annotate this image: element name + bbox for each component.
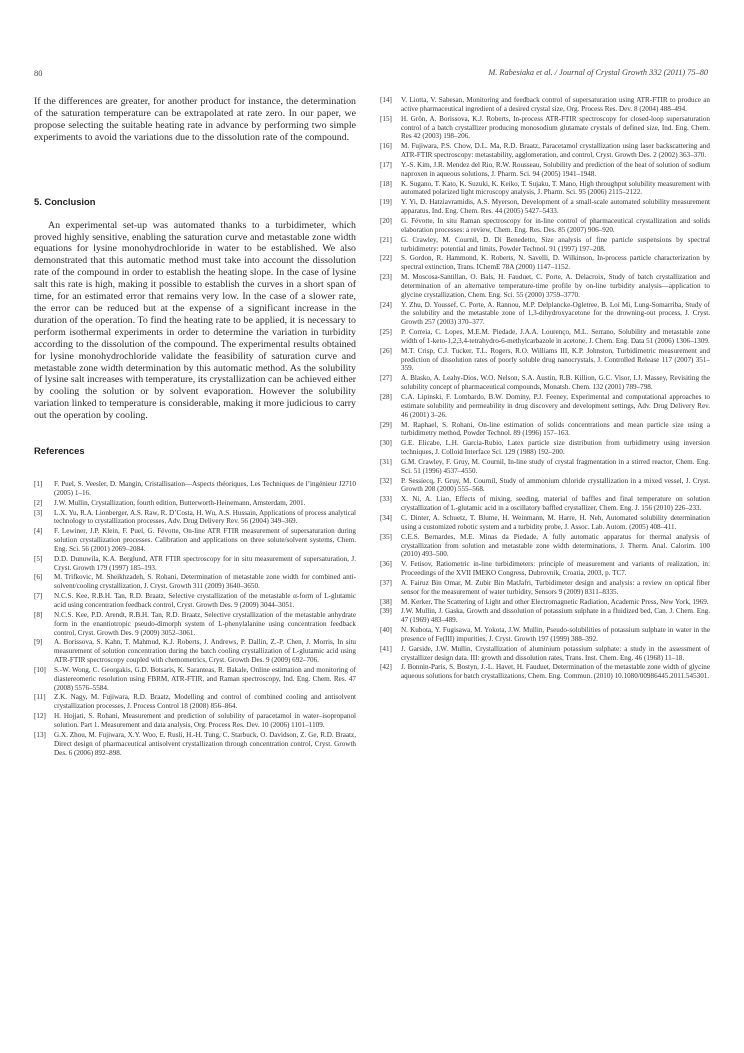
reference-item [380,115,710,142]
reference-text: F. Puel, S. Veesler, D. Mangin, Cristallisation—Aspects théoriques, Les Techniques de l’ingénieur J2710 (2005) 1–16. [54,480,356,497]
reference-number: [17] [380,160,392,169]
reference-number: [6] [34,573,43,582]
reference-item [380,236,710,254]
reference-number: [14] [380,96,392,104]
reference-number: [34] [380,513,392,522]
reference-number: [37] [380,578,392,587]
reference-number: [23] [380,273,392,282]
reference-text: N. Kubota, Y. Fugisawa, M. Yokota, J.W. Mullin, Pseudo-solubilities of potassium sulphate in water in the presence of Fe(III) impurities, J. Cryst. Growth 197 (1999) 388–392. [401,626,710,643]
reference-number: [31] [380,457,392,466]
reference-number: [40] [380,626,392,635]
reference-item [380,579,710,597]
reference-item [34,638,356,665]
reference-item [380,495,710,513]
reference-text: Y. Yi, D. Hatziavramidis, A.S. Myerson, Development of a small-scale automated solubility measurement apparatus, Ind. Eng. Chem. Res. 44 (2005) 5427–5433. [401,198,710,216]
reference-item [34,573,356,591]
reference-item [380,645,710,663]
reference-number: [13] [34,730,46,739]
reference-number: [3] [34,508,43,517]
page-number: 80 [34,68,43,78]
reference-number: [8] [34,610,43,619]
reference-item [380,374,710,392]
reference-item [380,458,710,476]
reference-text: Y.-S. Kim, J.R. Mendez del Rio, R.W. Rousseau, Solubility and prediction of the heat of solution of sodium naproxen in aqueous solutions, J. Pharm. Sci. 94 (2005) 1941–1948. [401,160,710,178]
reference-text: M. Kerker, The Scattering of Light and other Electromagnetic Radiation, Academic Press, New York, 1969. [401,597,709,606]
reference-text: H. Grön, A. Borissova, K.J. Roberts, In-process ATR-FTIR spectroscopy for closed-loop supersaturation control of a batch crystallizer producing monosodium glutamate crystals of defined size, Ind. Eng. Chem. Res 42 (2003) 198–206. [401,114,710,141]
reference-number: [18] [380,179,392,188]
reference-text: G.M. Crawley, F. Gruy, M. Cournil, In-line study of crystal fragmentation in a stirred reactor, Chem. Eng. Sci. 51 (1996) 4537–4550. [401,457,710,475]
reference-text: J. Garside, J.W. Mullin, Crystallization of aluminium potassium sulphate: a study in the assessment of crystallizer design data. III: growth and dissolution rates, Trans. Inst. Chem. Eng. 46 (1968) 11–18. [401,644,710,662]
reference-item [380,439,710,457]
reference-text: P. Sessiecq, F. Gruy, M. Cournil, Study of ammonium chloride crystallization in a mixed vessel, J. Cryst. Growth 208 (2000) 555–568. [401,476,710,494]
intro-paragraph: If the differences are greater, for another product for instance, the determination of the saturation temperature can be extrapolated at rate zero. In our paper, we propose selecting the suitable heating rate in advance by performing two simple experiments to avoid the variations due to the dissolution rate of the compound. [34,96,356,143]
reference-text: A. Fairuz Bin Omar, M. Zubir Bin MatJafri, Turbidimeter design and analysis: a review on optical fiber sensor for the measurement of water turbidity, Sensors 9 (2009) 8311–8335. [401,578,710,596]
reference-text: M. Moscosa-Santillan, O. Bals, H. Fauduet, C. Porte, A. Delacroix, Study of batch crystallization and determination of an alternative temperature-time profile by on-line turbidity analysis—application to glycine crystallization, Chem. Eng. Sci. 55 (2000) 3759–3770. [401,273,710,299]
reference-number: [10] [34,665,46,674]
reference-number: [2] [34,498,43,507]
reference-number: [9] [34,638,43,647]
reference-item [34,555,356,573]
reference-item [380,347,710,374]
reference-text: A. Borissova, S. Kahn, T. Mahmud, K.J. Roberts, J. Andrews, P. Dallin, Z.-P. Chen, J. Morris, In situ measurement of solution concentration during the batch cooling crystallization of L-glutamic acid using ATR-FTIR spectroscopy coupled with chemometrics, Cryst. Growth Des. 9 (2009) 692–706. [54,638,356,665]
reference-text: M. Fujiwara, P.S. Chow, D.L. Ma, R.D. Braatz, Paracetamol crystallization using laser backscattering and ATR-FTIR spectroscopy: metastability, agglomeration, and control, Cryst. Growth Des. 2 (2002) 363–370. [401,142,710,160]
references-list-right [380,96,710,681]
reference-number: [29] [380,420,392,429]
reference-number: [42] [380,663,392,672]
reference-number: [24] [380,300,392,309]
reference-item [380,161,710,179]
reference-item [380,96,710,114]
running-header [34,68,708,80]
reference-text: M. Raphael, S. Rohani, On-line estimation of solids concentrations and mean particle size using a turbidimetry method, Powder Technol. 89 (1996) 157–163. [401,420,710,438]
reference-number: [22] [380,254,392,263]
reference-text: C. Dinter, A. Schuetz, T. Blume, H. Weinmann, M. Harre, H. Neh, Automated solubility determination using a customized robotic system and a turbidity probe, J. Assoc. Lab. Autom. (2005) 408–411. [401,513,710,531]
reference-number: [4] [34,527,43,536]
reference-text: V. Fetisov, Ratiometric in-line turbidimeters: principle of measurement and variants of realization, in: Proceedings of the XVII IMEKO Congress, Dubrovnik, Croatia, 2003, p. TC7. [401,560,710,578]
reference-number: [5] [34,554,43,563]
reference-item [380,273,710,300]
references-list-left [34,480,356,757]
conclusion-heading: 5. Conclusion [34,195,96,207]
reference-text: A. Blasko, A. Leahy-Dios, W.O. Nelson, S.A. Austin, R.B. Killion, G.C. Visor, I.J. Massey, Revisiting the solubility concept of pharmaceutical compounds, Monatsh. Chem. 132 (2001) 789–798. [401,374,710,392]
reference-number: [41] [380,644,392,653]
reference-item [34,480,356,498]
reference-text: J. Bonnin-Paris, S. Bostyn, J.-L. Havet, H. Fauduet, Determination of the metastable zone width of glycine aqueous solutions for batch crystallizations, Chem. Eng. Commun. (2010) 10.1080/00986445.2011.545301. [401,663,710,681]
reference-number: [38] [380,597,392,606]
reference-number: [35] [380,532,392,541]
reference-text: K. Sugano, T. Kato, K. Suzuki, K. Keiko, T. Sujaku, T. Mano, High throughput solubility measurement with automated polarized light microscopy analysis, J. Pharm. Sci. 95 (2006) 2115–2122. [401,179,711,197]
reference-text: C.E.S. Bernardes, M.E. Minas da Piedade, A fully automatic apparatus for thermal analysis of crystallization from solution and metastable zone width determinations, J. Therm. Anal. Calorim. 100 (2010) 493–500. [401,532,710,559]
reference-number: [16] [380,142,392,151]
references-heading: References [34,445,85,457]
reference-text: G.E. Elicabe, L.H. Garcia-Rubio, Latex particle size distribution from turbidimetry using inversion techniques, J. Colloid Interface Sci. 129 (1988) 192–200. [401,439,710,457]
reference-number: [36] [380,560,392,569]
reference-number: [1] [34,480,43,489]
reference-text: G.X. Zhou, M. Fujiwara, X.Y. Woo, E. Rusli, H.-H. Tung, C. Starbuck, O. Davidson, Z. Ge, R.D. Braatz, Direct design of pharmaceutical antisolvent crystallization through concentration control, Cryst. Growth Des. 6 (2006) 892–898. [54,730,356,757]
reference-number: [19] [380,198,392,207]
reference-text: G. Crawley, M. Cournil, D. Di Benedetto, Size analysis of fine particle suspensions by spectral turbidimetry: potential and limits, Powder Technol. 91 (1997) 197–208. [401,235,710,253]
reference-item [34,592,356,610]
reference-item [34,712,356,730]
reference-text: V. Liotta, V. Sabesan, Monitoring and feedback control of supersaturation using ATR-FTIR to produce an active pharmaceutical ingredient of a desired crystal size, Org. Process Res. Dev. 8 (2004) 488–494. [401,96,710,113]
reference-number: [11] [34,693,46,702]
left-column [34,96,356,758]
reference-item [380,301,710,328]
reference-item [34,499,356,508]
reference-item [380,514,710,532]
reference-item [34,693,356,711]
reference-item [34,731,356,758]
reference-number: [15] [380,114,392,123]
reference-item [380,560,710,578]
reference-text: J.W. Mullin, J. Gaska, Growth and dissolution of potassium sulphate in a fluidized bed, Can. J. Chem. Eng. 47 (1969) 483–489. [401,607,710,625]
reference-text: G. Févotte, In situ Raman spectroscopy for in-line control of pharmaceutical crystallization and solids elaboration processes: a review, Chem. Eng. Res. Des. 85 (2007) 906–920. [401,216,710,234]
reference-text: F. Lewiner, J.P. Klein, F. Puel, G. Févotte, On-line ATR FTIR measurement of supersaturation during solution crystallization processes. Calibration and applications on three solute/solvent systems, Chem. Eng. Sci. 56 (2001) 2069–2084. [54,527,356,553]
reference-item [380,607,710,625]
reference-item [380,393,710,420]
reference-number: [27] [380,374,392,383]
reference-text: S.-W. Wong, C. Georgakis, G.D. Botsaris, K. Saranteas, R. Bakale, Online estimation and monitoring of diastereomeric resolution using FBRM, ATR-FTIR, and Raman spectroscopy, Ind. Eng. Chem. Res. 47 (2008) 5576–5584. [54,665,356,692]
reference-item [380,254,710,272]
reference-item [380,421,710,439]
right-column [380,96,710,682]
reference-number: [21] [380,235,392,244]
reference-text: C.A. Lipinski, F. Lombardo, B.W. Dominy, P.J. Feeney, Experimental and computational approaches to estimate solubility and permeability in drug discovery and development settings, Adv. Drug Delivery Rev. 46 (2001) 3–26. [401,393,710,419]
reference-text: N.C.S. Kee, R.B.H. Tan, R.D. Braatz, Selective crystallization of the metastable α-form of L-glutamic acid using concentration feedback control, Cryst. Growth Des. 9 (2009) 3044–3051. [54,592,356,609]
reference-text: J.W. Mullin, Crystallization, fourth edition, Butterworth-Heinemann, Amsterdam, 2001. [54,498,306,507]
reference-item [34,666,356,693]
reference-text: H. Hojjati, S. Rohani, Measurement and prediction of solubility of paracetamol in water–isopropanol solution. Part 1. Measurement and data analysis, Org. Process Res. Dev. 10 (2006) 1101–1109. [54,712,356,729]
reference-item [380,663,710,681]
reference-text: S. Gordon, R. Hammond, K. Roberts, N. Savelli, D. Wilkinson, In-process particle characterization by spectral extinction, Trans. IChemE 78A (2000) 1147–1152. [401,254,710,272]
reference-number: [28] [380,393,392,401]
reference-text: Z.K. Nagy, M. Fujiwara, R.D. Braatz, Modelling and control of combined cooling and antisolvent crystallization processes, J. Process Control 18 (2008) 856–864. [54,693,356,711]
reference-item [34,509,356,527]
reference-text: Y. Zhu, D. Youssef, C. Porte, A. Rannou, M.P. Delplancke-Ogletree, B. Loi Mi, Lung-Somarriba, Study of the solubility and the metastable zone of 1,3-dihydroxyacetone for the drowning-out process, J. Cryst. Growth 257 (2003) 370–377. [401,300,710,327]
reference-item [380,626,710,644]
reference-number: [20] [380,216,392,225]
reference-number: [39] [380,607,392,616]
conclusion-paragraph: An experimental set-up was automated thanks to a turbidimeter, which proved highly sensitive, enabling the saturation curve and metastable zone width equations for lysine monohydrochloride in water to be established. We also demonstrated that this automatic method must take into account the dissolution rate of the compound in order to establish the heating slope. In the case of lysine salt this rate is high, making it possible to establish the curves in a short span of time, for an estimated error that remains very low. In the case of a slower rate, the error can be reduced but at the expense of a significant increase in the duration of the operation. To find the heating rate to be applied, it is necessary to perform isothermal experiments in order to determine the variation in turbidity according to the dissolution of the compound. The experimental results obtained for lysine monohydrochloride validate the feasibility of saturation curve and metastable zone width determination by this automatic method. As the solubility of lysine salt increases with temperature, its crystallization can be achieved either by cooling the solution or by solvent evaporation. However the solubility variation linked to temperature is considerable, making it more judicious to carry out the operation by cooling. [34,219,356,422]
reference-number: [26] [380,346,392,355]
reference-item [380,198,710,216]
reference-text: L.X. Yu, R.A. Lionberger, A.S. Raw, R. D’Costa, H. Wu, A.S. Hussain, Applications of process analytical technology to crystallization processes, Adv. Drug Delivery Rev. 56 (2004) 349–369. [54,508,356,526]
reference-text: N.C.S. Kee, P.D. Arendt, R.B.H. Tan, R.D. Braatz, Selective crystallization of the metastable anhydrate form in the enantiotropic pseudo-dimorph system of L-phenylalanine using concentration feedback control, Cryst. Growth Des. 9 (2009) 3052–3061. [54,610,356,637]
reference-item [34,611,356,638]
reference-text: M. Trifkovic, M. Sheikhzadeh, S. Rohani, Determination of metastable zone width for combined anti-solvent/cooling crystallization, J. Cryst. Growth 311 (2009) 3640–3650. [54,573,356,591]
reference-text: X. Ni, A. Liao, Effects of mixing, seeding, material of baffles and final temperature on solution crystallization of L-glutamic acid in a oscillatory baffled crystallizer, Chem. Eng. J. 156 (2010) 226–233. [401,495,710,513]
reference-text: M.T. Crisp, C.J. Tucker, T.L. Rogers, R.O. Williams III, K.P. Johnston, Turbidimetric measurement and prediction of dissolution rates of poorly soluble drug nanocrystals, J. Controlled Release 117 (2007) 351–359. [401,346,710,373]
reference-number: [25] [380,328,392,337]
reference-item [380,142,710,160]
reference-item [380,477,710,495]
reference-number: [30] [380,439,392,448]
reference-number: [32] [380,476,392,485]
reference-item [34,527,356,554]
reference-text: P. Correia, C. Lopes, M.E.M. Piedade, J.A.A. Lourenço, M.L. Serrano, Solubility and metastable zone width of 1-keto-1,2,3,4-tetrahydro-6-methylcarbazole in acetone, J. Chem. Eng. Data 51 (2006) 1306–1309. [401,328,710,345]
reference-item [380,598,710,607]
reference-number: [12] [34,712,46,721]
reference-number: [7] [34,592,43,601]
journal-citation: M. Rabesiaka et al. / Journal of Crystal Growth 332 (2011) 75–80 [488,68,708,77]
reference-item [380,180,710,198]
reference-item [380,533,710,560]
reference-text: D.D. Dunuwila, K.A. Berglund, ATR FTIR spectroscopy for in situ measurement of supersaturation, J. Cryst. Growth 179 (1997) 185–193. [54,554,356,572]
reference-number: [33] [380,495,392,504]
reference-item [380,328,710,346]
reference-item [380,217,710,235]
